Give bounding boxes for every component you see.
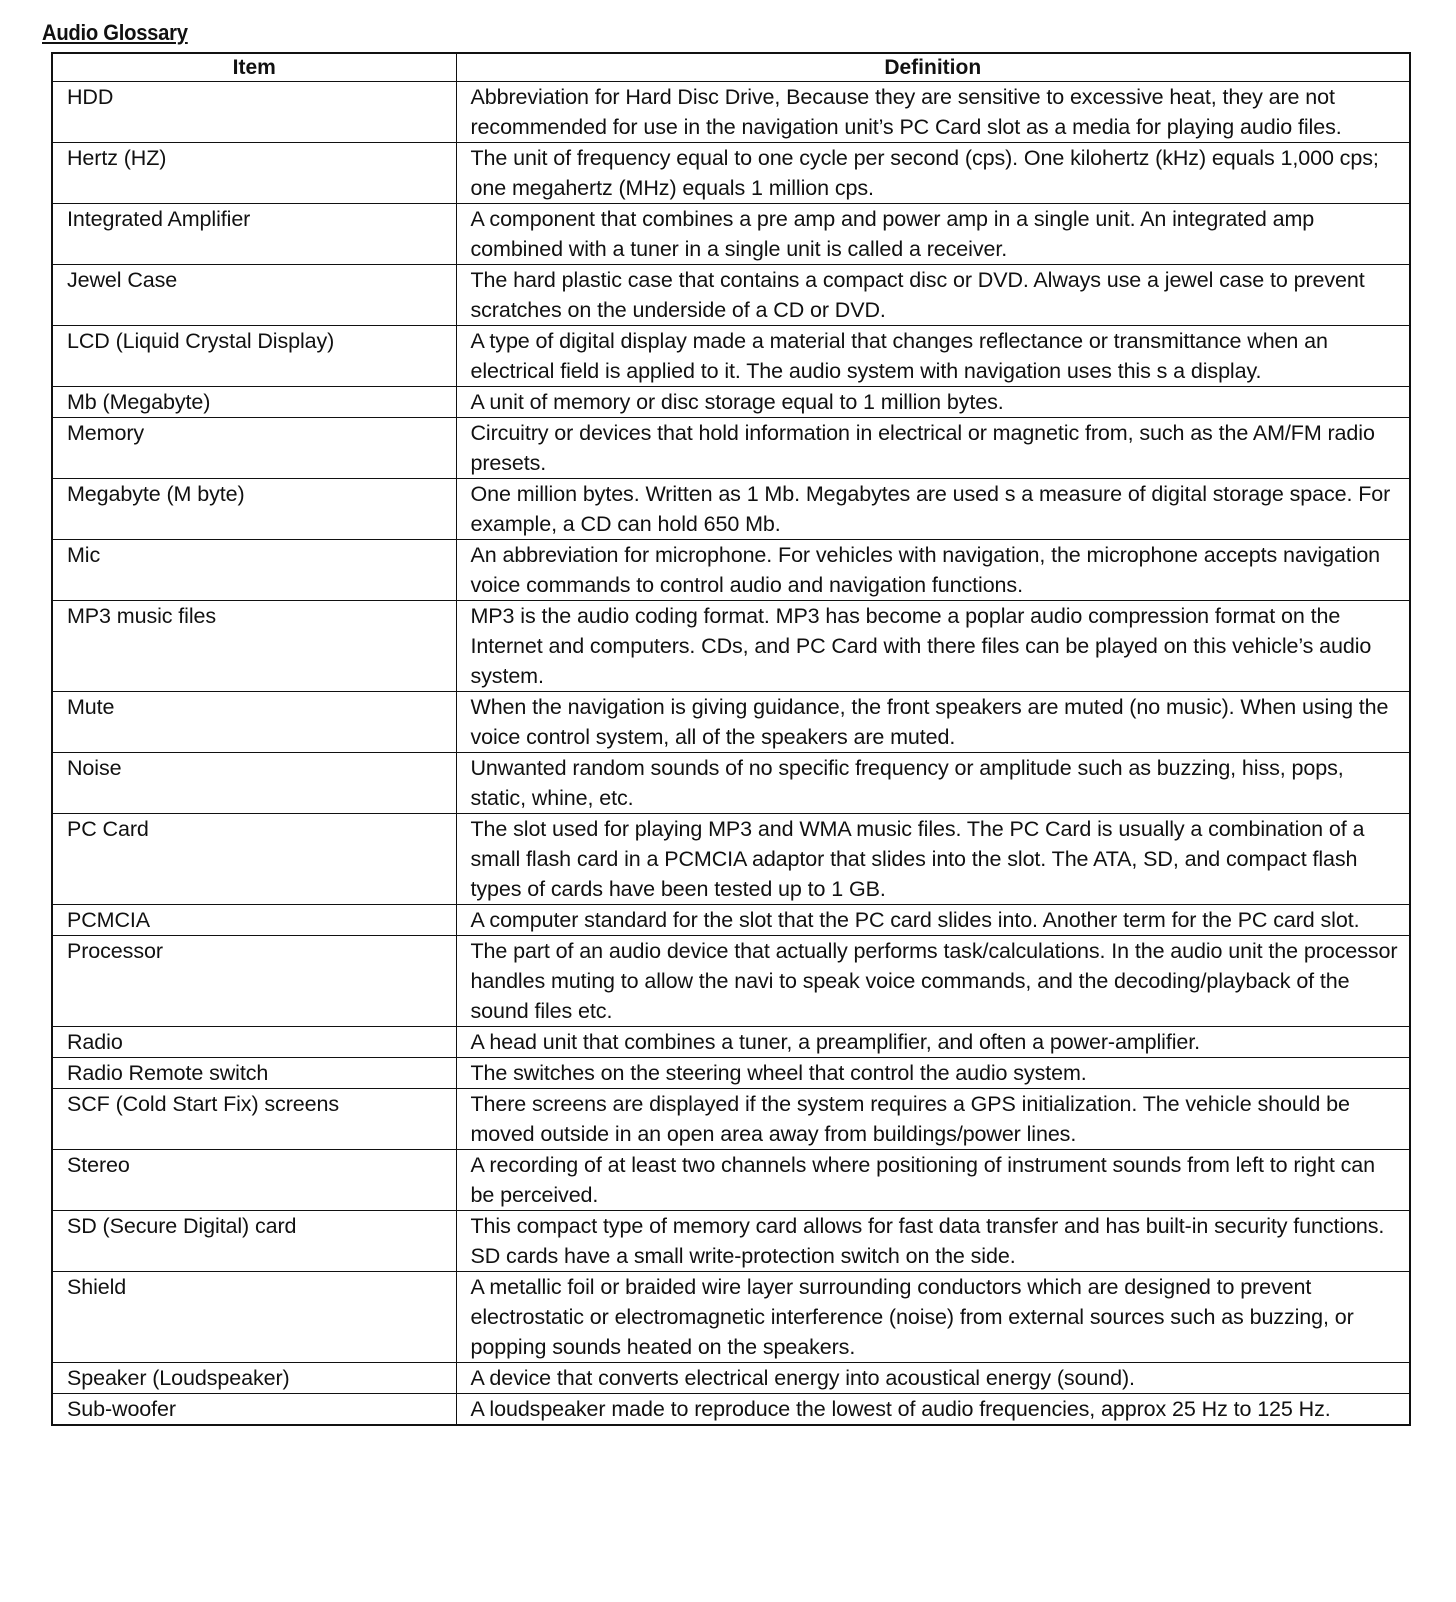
item-cell: Mute — [52, 692, 456, 753]
table-row — [52, 1089, 1410, 1150]
item-cell: Megabyte (M byte) — [52, 479, 456, 540]
table-row — [52, 601, 1410, 692]
definition-cell: This compact type of memory card allows for fast data transfer and has built-in security functions. SD cards have a small write-protection switch on the side. — [456, 1211, 1410, 1272]
definition-cell: The switches on the steering wheel that control the audio system. — [456, 1058, 1410, 1089]
definition-cell: A device that converts electrical energy into acoustical energy (sound). — [456, 1363, 1410, 1394]
header-row — [52, 53, 1410, 82]
item-cell: Radio Remote switch — [52, 1058, 456, 1089]
table-row — [52, 814, 1410, 905]
definition-cell: A metallic foil or braided wire layer surrounding conductors which are designed to prevent electrostatic or electromagnetic interference (noise) from external sources such as buzzing, or popping sounds heated on the speakers. — [456, 1272, 1410, 1363]
table-row — [52, 936, 1410, 1027]
item-cell: PC Card — [52, 814, 456, 905]
column-header-item: Item — [52, 53, 456, 82]
item-cell: Noise — [52, 753, 456, 814]
definition-cell: Unwanted random sounds of no specific frequency or amplitude such as buzzing, hiss, pops, static, whine, etc. — [456, 753, 1410, 814]
item-cell: Mic — [52, 540, 456, 601]
item-cell: Sub-woofer — [52, 1394, 456, 1426]
table-row — [52, 1211, 1410, 1272]
definition-cell: A computer standard for the slot that the PC card slides into. Another term for the PC card slot. — [456, 905, 1410, 936]
glossary-body — [52, 82, 1410, 1426]
definition-cell: A head unit that combines a tuner, a preamplifier, and often a power-amplifier. — [456, 1027, 1410, 1058]
definition-cell: The unit of frequency equal to one cycle per second (cps). One kilohertz (kHz) equals 1,000 cps; one megahertz (MHz) equals 1 million cps. — [456, 143, 1410, 204]
table-row — [52, 1150, 1410, 1211]
definition-cell: MP3 is the audio coding format. MP3 has become a poplar audio compression format on the Internet and computers. CDs, and PC Card with there files can be played on this vehicle’s audio system. — [456, 601, 1410, 692]
column-header-definition: Definition — [456, 53, 1410, 82]
table-row — [52, 1027, 1410, 1058]
item-cell: LCD (Liquid Crystal Display) — [52, 326, 456, 387]
definition-cell: A unit of memory or disc storage equal to 1 million bytes. — [456, 387, 1410, 418]
definition-cell: The hard plastic case that contains a compact disc or DVD. Always use a jewel case to prevent scratches on the underside of a CD or DVD. — [456, 265, 1410, 326]
item-cell: Radio — [52, 1027, 456, 1058]
definition-cell: The part of an audio device that actually performs task/calculations. In the audio unit the processor handles muting to allow the navi to speak voice commands, and the decoding/playback of the sound files etc. — [456, 936, 1410, 1027]
table-row — [52, 1363, 1410, 1394]
table-row — [52, 540, 1410, 601]
table-row — [52, 905, 1410, 936]
item-cell: PCMCIA — [52, 905, 456, 936]
table-row — [52, 204, 1410, 265]
table-row — [52, 753, 1410, 814]
definition-cell: The slot used for playing MP3 and WMA music files. The PC Card is usually a combination of a small flash card in a PCMCIA adaptor that slides into the slot. The ATA, SD, and compact flash types of cards have been tested up to 1 GB. — [456, 814, 1410, 905]
definition-cell: An abbreviation for microphone. For vehicles with navigation, the microphone accepts navigation voice commands to control audio and navigation functions. — [456, 540, 1410, 601]
item-cell: Memory — [52, 418, 456, 479]
item-cell: MP3 music files — [52, 601, 456, 692]
definition-cell: Abbreviation for Hard Disc Drive, Because they are sensitive to excessive heat, they are not recommended for use in the navigation unit’s PC Card slot as a media for playing audio files. — [456, 82, 1410, 143]
item-cell: HDD — [52, 82, 456, 143]
item-cell: Speaker (Loudspeaker) — [52, 1363, 456, 1394]
table-row — [52, 326, 1410, 387]
item-cell: Integrated Amplifier — [52, 204, 456, 265]
table-row — [52, 1394, 1410, 1426]
item-cell: SD (Secure Digital) card — [52, 1211, 456, 1272]
definition-cell: A loudspeaker made to reproduce the lowest of audio frequencies, approx 25 Hz to 125 Hz. — [456, 1394, 1410, 1426]
table-row — [52, 1272, 1410, 1363]
definition-cell: Circuitry or devices that hold information in electrical or magnetic from, such as the AM/FM radio presets. — [456, 418, 1410, 479]
table-row — [52, 692, 1410, 753]
item-cell: Processor — [52, 936, 456, 1027]
item-cell: Jewel Case — [52, 265, 456, 326]
table-row — [52, 265, 1410, 326]
definition-cell: A recording of at least two channels where positioning of instrument sounds from left to right can be perceived. — [456, 1150, 1410, 1211]
table-row — [52, 387, 1410, 418]
table-row — [52, 418, 1410, 479]
definition-cell: There screens are displayed if the system requires a GPS initialization. The vehicle should be moved outside in an open area away from buildings/power lines. — [456, 1089, 1410, 1150]
item-cell: Hertz (HZ) — [52, 143, 456, 204]
glossary-table — [51, 52, 1411, 1426]
definition-cell: A type of digital display made a material that changes reflectance or transmittance when an electrical field is applied to it. The audio system with navigation uses this s a display. — [456, 326, 1410, 387]
table-row — [52, 1058, 1410, 1089]
definition-cell: A component that combines a pre amp and power amp in a single unit. An integrated amp combined with a tuner in a single unit is called a receiver. — [456, 204, 1410, 265]
table-row — [52, 479, 1410, 540]
table-row — [52, 82, 1410, 143]
table-row — [52, 143, 1410, 204]
item-cell: Mb (Megabyte) — [52, 387, 456, 418]
page-title: Audio Glossary — [42, 20, 188, 45]
item-cell: Stereo — [52, 1150, 456, 1211]
definition-cell: One million bytes. Written as 1 Mb. Megabytes are used s a measure of digital storage space. For example, a CD can hold 650 Mb. — [456, 479, 1410, 540]
item-cell: SCF (Cold Start Fix) screens — [52, 1089, 456, 1150]
item-cell: Shield — [52, 1272, 456, 1363]
definition-cell: When the navigation is giving guidance, the front speakers are muted (no music). When using the voice control system, all of the speakers are muted. — [456, 692, 1410, 753]
